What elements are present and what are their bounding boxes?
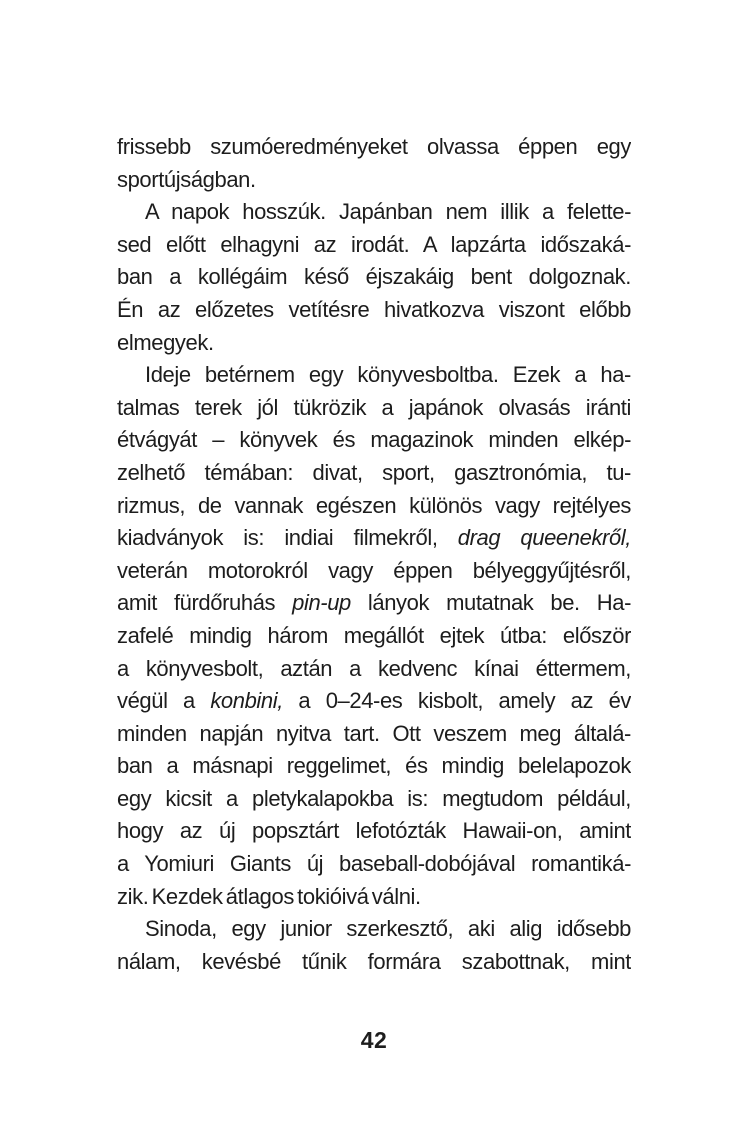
text-line: [117, 685, 631, 718]
text-line: [117, 913, 631, 946]
text-segment: zelhető témában: divat, sport, gasztronómia, tu-: [117, 459, 631, 485]
text-segment: elmegyek.: [117, 329, 214, 355]
text-segment: amit fürdőruhás: [117, 590, 293, 616]
text-line: [117, 490, 631, 523]
text-segment: lányok mutatnak be. Ha-: [350, 590, 631, 616]
text-line: [117, 424, 631, 457]
text-segment: a könyvesbolt, aztán a kedvenc kínai éttermem,: [117, 655, 631, 681]
text-line: [117, 294, 631, 327]
text-segment: hogy az új popsztárt lefotózták Hawaii-on, amint: [117, 818, 631, 844]
text-segment: zafelé mindig három megállót ejtek útba: először: [117, 622, 631, 648]
text-segment: étvágyát – könyvek és magazinok minden elkép-: [117, 427, 631, 453]
text-segment: rizmus, de vannak egészen különös vagy rejtélyes: [117, 492, 631, 518]
text-line: [117, 359, 631, 392]
body-text: [117, 131, 631, 978]
italic-text-segment: konbini,: [210, 688, 283, 714]
text-line: [117, 261, 631, 294]
text-segment: A napok hosszúk. Japánban nem illik a felette-: [145, 199, 631, 225]
text-line: [117, 457, 631, 490]
text-segment: zik. Kezdek átlagos tokióivá válni.: [117, 883, 421, 909]
text-line: [117, 587, 631, 620]
text-segment: kiadványok is: indiai filmekről,: [117, 525, 458, 551]
text-segment: egy kicsit a pletykalapokba is: megtudom például,: [117, 785, 631, 811]
text-line: [117, 718, 631, 751]
text-segment: Én az előzetes vetítésre hivatkozva viszont előbb: [117, 296, 631, 322]
text-segment: sed előtt elhagyni az irodát. A lapzárta időszaká-: [117, 231, 631, 257]
text-segment: veterán motorokról vagy éppen bélyeggyűjtésről,: [117, 557, 631, 583]
text-line: [117, 522, 631, 555]
text-line: [117, 783, 631, 816]
text-segment: sportújságban.: [117, 166, 256, 192]
text-segment: Ideje betérnem egy könyvesboltba. Ezek a ha-: [145, 362, 631, 388]
text-segment: végül a: [117, 688, 211, 714]
text-line: [117, 620, 631, 653]
text-line: [117, 815, 631, 848]
text-segment: ban a másnapi reggelimet, és mindig belelapozok: [117, 753, 631, 779]
text-segment: a Yomiuri Giants új baseball-dobójával romantiká-: [117, 851, 631, 877]
text-line: [117, 229, 631, 262]
text-line: [117, 196, 631, 229]
text-line: [117, 327, 631, 360]
text-line: [117, 750, 631, 783]
text-segment: ban a kollégáim késő éjszakáig bent dolgoznak.: [117, 264, 631, 290]
text-line: [117, 392, 631, 425]
text-line: [117, 555, 631, 588]
text-segment: frissebb szumóeredményeket olvassa éppen egy: [117, 134, 631, 159]
text-segment: a 0–24-es kisbolt, amely az év: [282, 688, 631, 714]
italic-text-segment: pin-up: [292, 590, 351, 616]
text-line: [117, 131, 631, 164]
text-segment: Sinoda, egy junior szerkesztő, aki alig idősebb: [145, 916, 631, 942]
text-line: [117, 881, 631, 914]
text-line: [117, 946, 631, 979]
text-line: [117, 653, 631, 686]
text-segment: minden napján nyitva tart. Ott veszem meg általá-: [117, 720, 631, 746]
text-segment: talmas terek jól tükrözik a japánok olvasás iránti: [117, 394, 631, 420]
text-line: [117, 164, 631, 197]
text-line: [117, 848, 631, 881]
text-segment: nálam, kevésbé tűnik formára szabottnak, mint: [117, 948, 631, 974]
italic-text-segment: drag queenekről,: [457, 525, 631, 551]
page-number: 42: [360, 1027, 388, 1053]
